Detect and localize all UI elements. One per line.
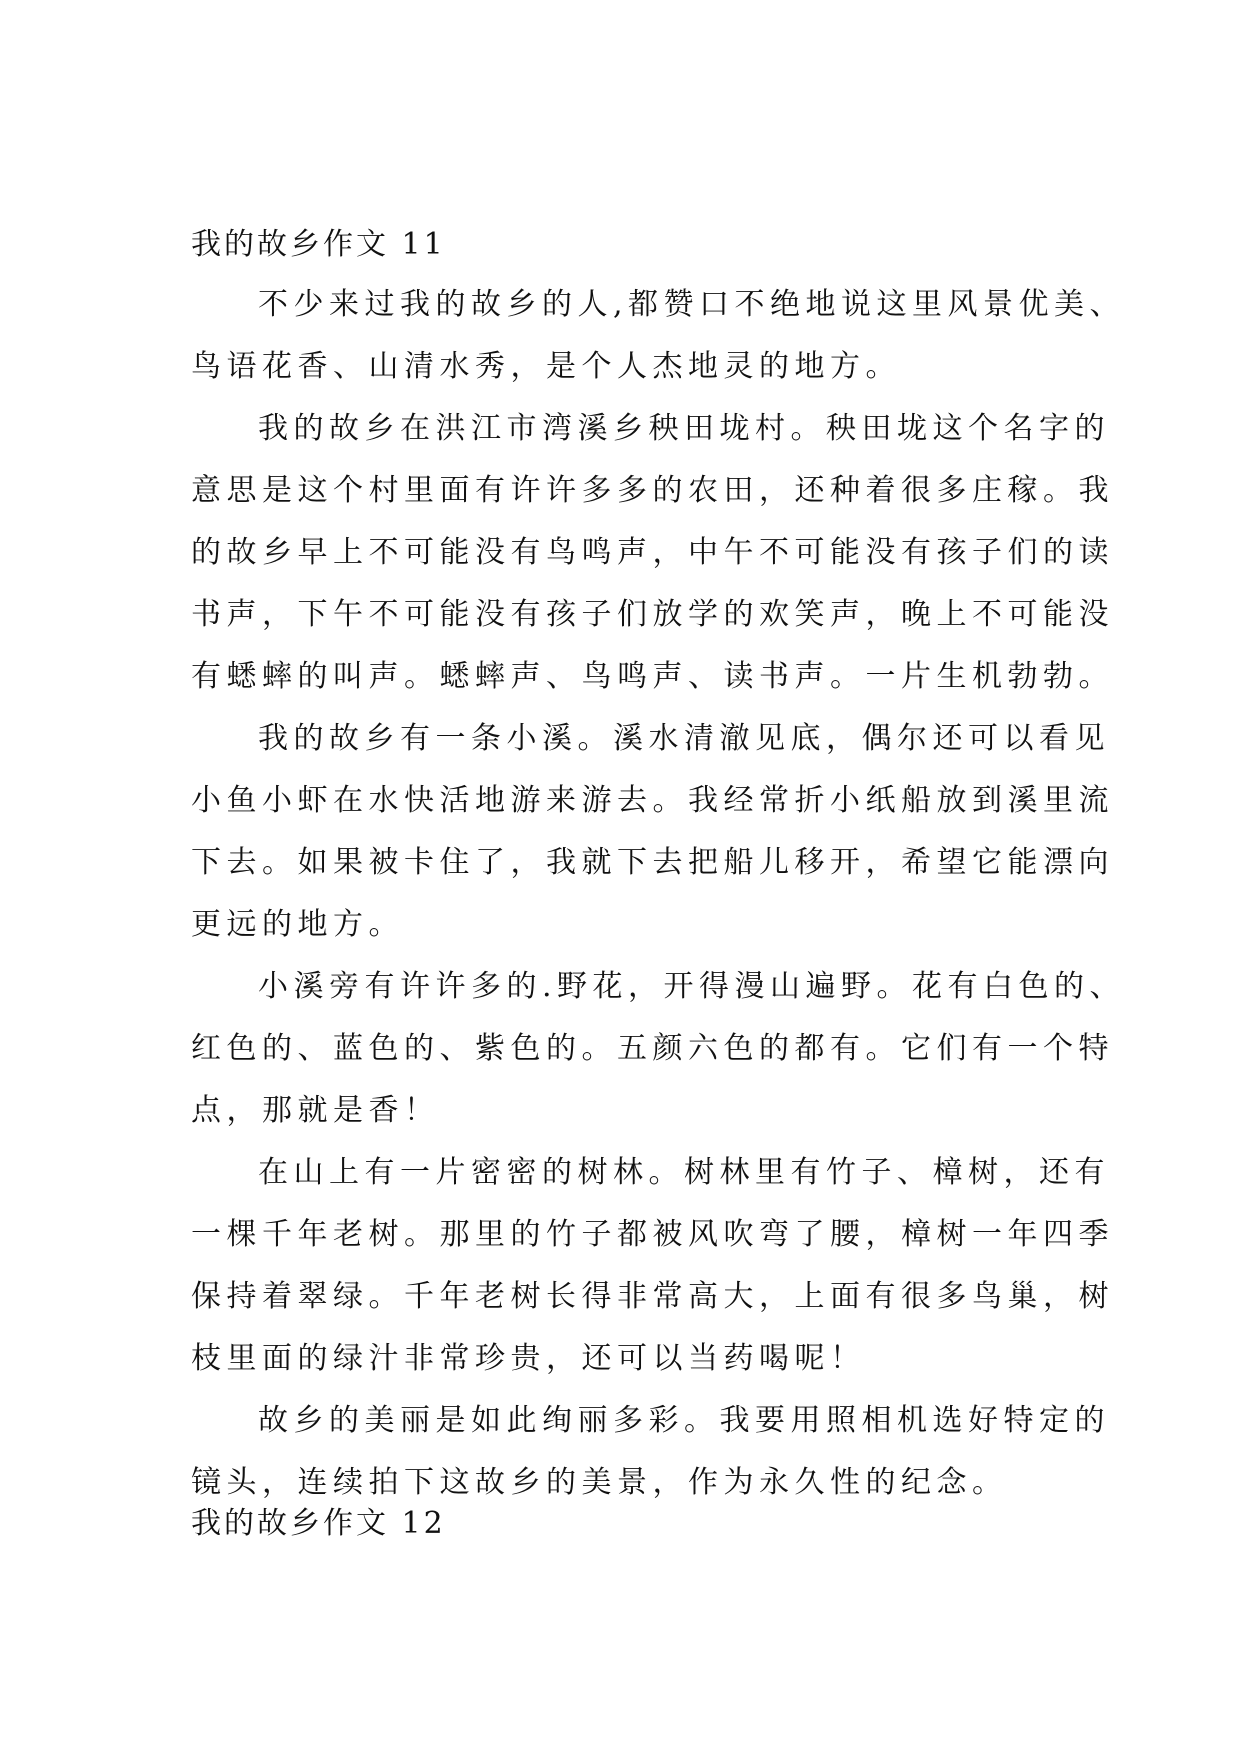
essay-title-12: 我的故乡作文 12 [191,1506,446,1541]
paragraph-3-line-1: 我的故乡有一条小溪。溪水清澈见底，偶尔还可以看见 [258,721,1110,756]
paragraph-4-line-2: 红色的、蓝色的、紫色的。五颜六色的都有。它们有一个特 [191,1031,1114,1066]
essay-title-11: 我的故乡作文 11 [191,227,446,262]
paragraph-2-line-5: 有蟋蟀的叫声。蟋蟀声、鸟鸣声、读书声。一片生机勃勃。 [191,659,1114,694]
paragraph-1-line-2: 鸟语花香、山清水秀，是个人杰地灵的地方。 [191,349,901,384]
paragraph-5-line-3: 保持着翠绿。千年老树长得非常高大，上面有很多鸟巢，树 [191,1279,1114,1314]
paragraph-5-line-1: 在山上有一片密密的树林。树林里有竹子、樟树，还有 [258,1155,1110,1190]
paragraph-4-line-3: 点，那就是香！ [191,1093,440,1128]
paragraph-3-line-4: 更远的地方。 [191,907,404,942]
paragraph-3-line-2: 小鱼小虾在水快活地游来游去。我经常折小纸船放到溪里流 [191,783,1114,818]
paragraph-4-line-1: 小溪旁有许许多的.野花，开得漫山遍野。花有白色的、 [258,969,1126,1004]
paragraph-2-line-4: 书声，下午不可能没有孩子们放学的欢笑声，晚上不可能没 [191,597,1114,632]
paragraph-6-line-1: 故乡的美丽是如此绚丽多彩。我要用照相机选好特定的 [258,1403,1110,1438]
paragraph-5-line-2: 一棵千年老树。那里的竹子都被风吹弯了腰，樟树一年四季 [191,1217,1114,1252]
paragraph-5-line-4: 枝里面的绿汁非常珍贵，还可以当药喝呢！ [191,1341,866,1376]
paragraph-2-line-1: 我的故乡在洪江市湾溪乡秧田垅村。秧田垅这个名字的 [258,411,1110,446]
paragraph-2-line-2: 意思是这个村里面有许许多多的农田，还种着很多庄稼。我 [191,473,1114,508]
paragraph-2-line-3: 的故乡早上不可能没有鸟鸣声，中午不可能没有孩子们的读 [191,535,1114,570]
paragraph-6-line-2: 镜头，连续拍下这故乡的美景，作为永久性的纪念。 [191,1465,1008,1500]
paragraph-3-line-3: 下去。如果被卡住了，我就下去把船儿移开，希望它能漂向 [191,845,1114,880]
paragraph-1-line-1: 不少来过我的故乡的人,都赞口不绝地说这里风景优美、 [258,287,1126,322]
